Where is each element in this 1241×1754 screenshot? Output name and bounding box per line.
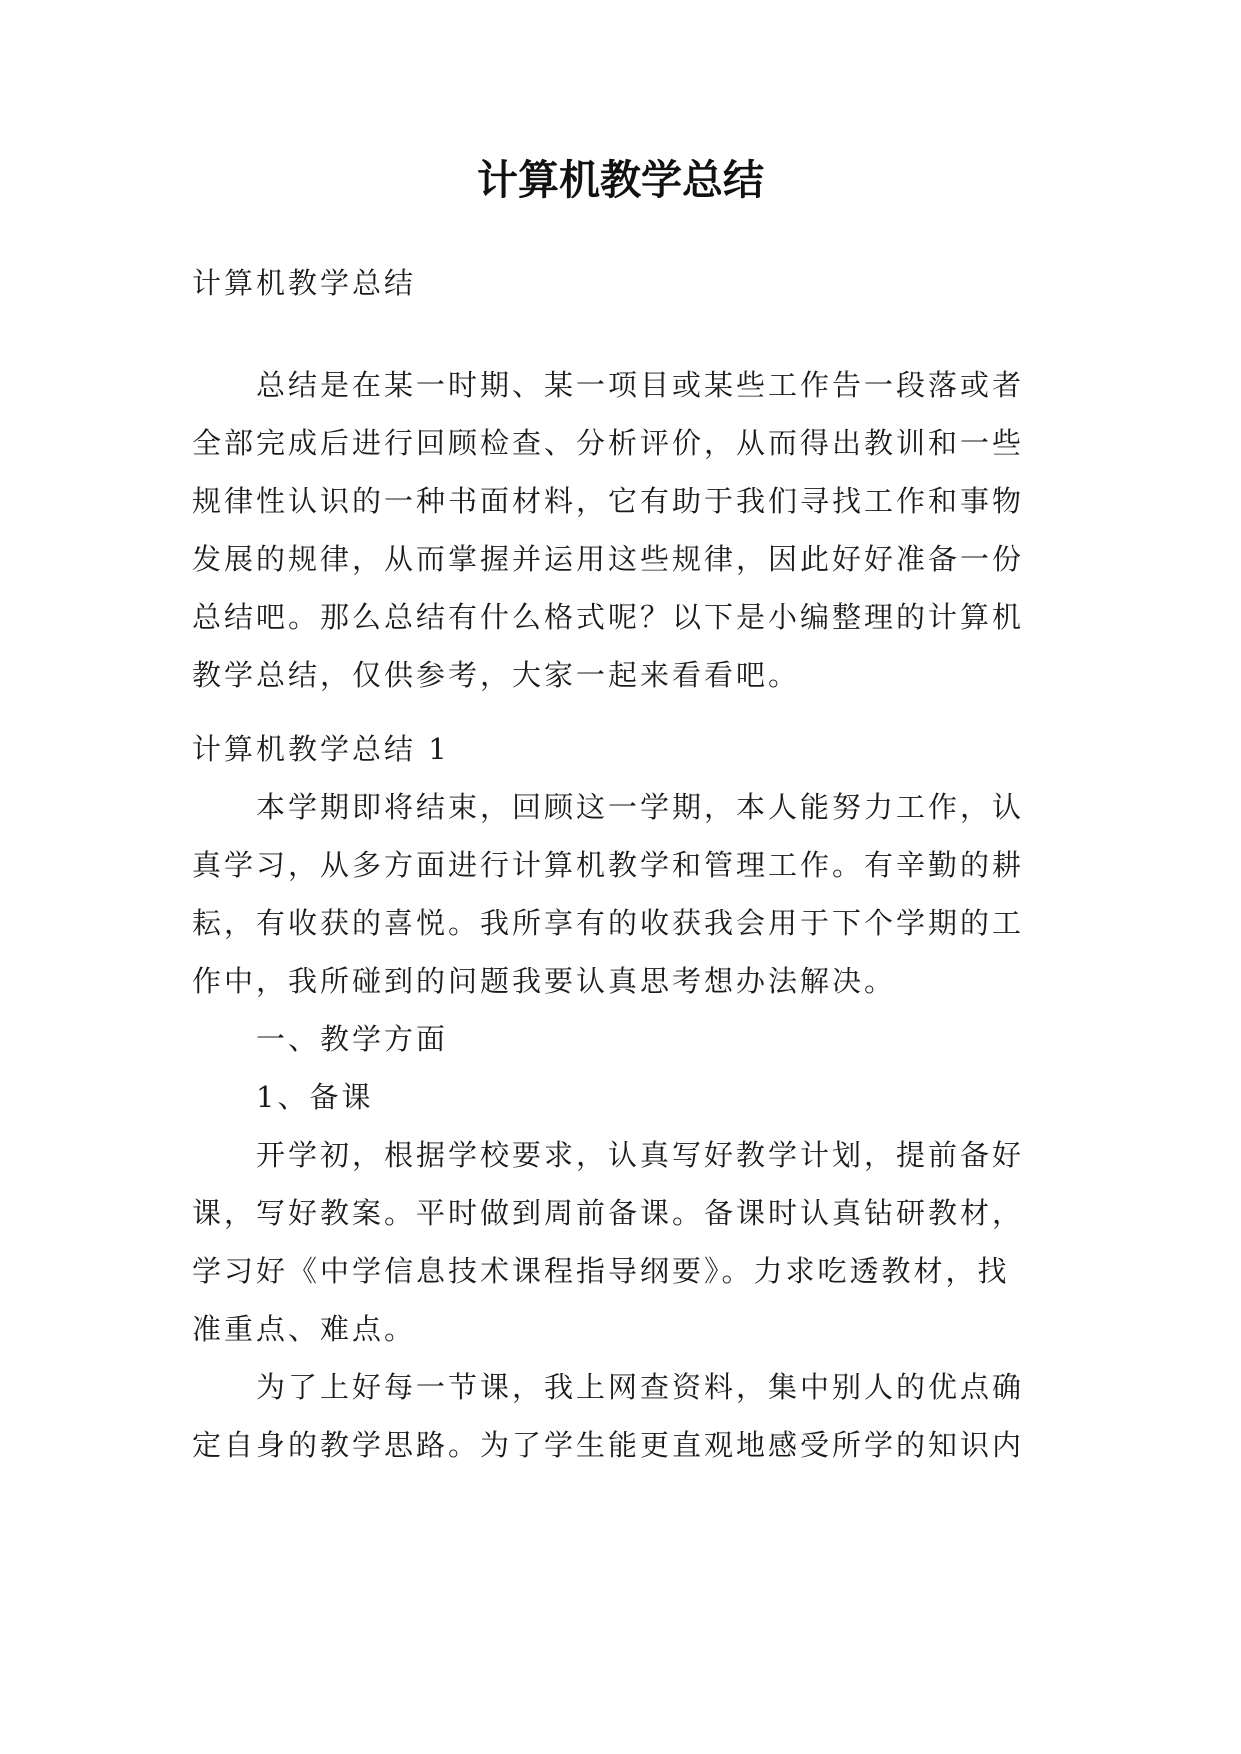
document-title: 计算机教学总结	[477, 156, 764, 204]
subheading-lesson-prep: 1、备课	[256, 1080, 374, 1114]
intro-line: 全部完成后进行回顾检查、分析评价，从而得出教训和一些	[192, 426, 1025, 460]
body-line: 准重点、难点。	[192, 1312, 417, 1346]
intro-line: 发展的规律，从而掌握并运用这些规律，因此好好准备一份	[192, 542, 1025, 576]
body-line: 学习好《中学信息技术课程指导纲要》。力求吃透教材，找	[192, 1254, 1010, 1288]
body-line: 耘，有收获的喜悦。我所享有的收获我会用于下个学期的工	[192, 906, 1025, 940]
section-heading: 计算机教学总结 1	[192, 732, 450, 766]
intro-line: 总结吧。那么总结有什么格式呢？以下是小编整理的计算机	[192, 600, 1025, 634]
document-subtitle-block	[192, 254, 1052, 312]
body-line: 作中，我所碰到的问题我要认真思考想办法解决。	[192, 964, 897, 998]
body-line: 真学习，从多方面进行计算机教学和管理工作。有辛勤的耕	[192, 848, 1025, 882]
body-line: 课，写好教案。平时做到周前备课。备课时认真钻研教材，	[192, 1196, 1025, 1230]
intro-line: 总结是在某一时期、某一项目或某些工作告一段落或者	[256, 368, 1025, 402]
body-line: 本学期即将结束，回顾这一学期，本人能努力工作，认	[256, 790, 1025, 824]
body-line: 为了上好每一节课，我上网查资料，集中别人的优点确	[256, 1370, 1025, 1404]
intro-line: 教学总结，仅供参考，大家一起来看看吧。	[192, 658, 801, 692]
body-line: 定自身的教学思路。为了学生能更直观地感受所学的知识内	[192, 1428, 1025, 1462]
body-line: 开学初，根据学校要求，认真写好教学计划，提前备好	[256, 1138, 1025, 1172]
intro-paragraph	[192, 356, 1052, 704]
subheading-teaching: 一、教学方面	[256, 1022, 449, 1056]
intro-line: 规律性认识的一种书面材料，它有助于我们寻找工作和事物	[192, 484, 1025, 518]
section-1	[192, 720, 1052, 1474]
document-subtitle: 计算机教学总结	[192, 266, 417, 300]
